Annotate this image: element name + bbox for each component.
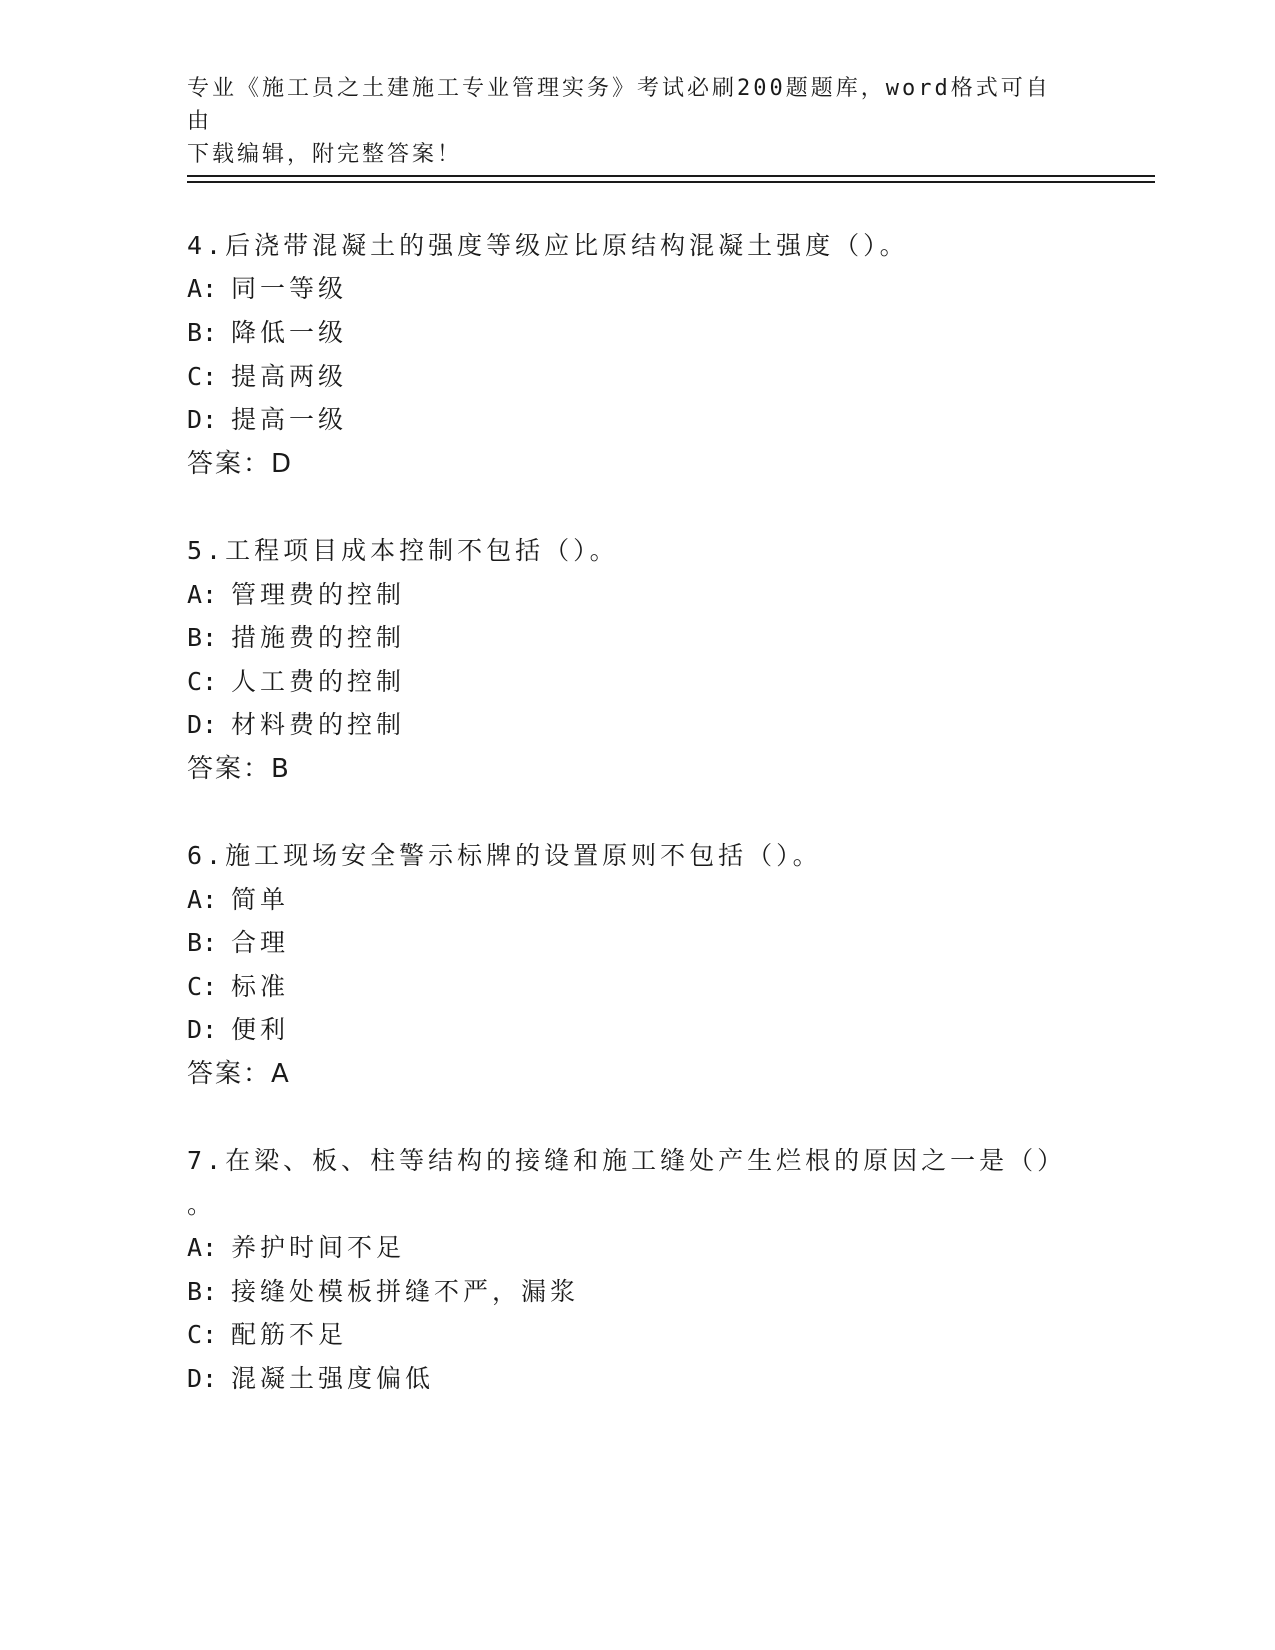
question-6-option-d: [187, 1014, 289, 1046]
question-7-option-a: [187, 1232, 405, 1264]
question-6-option-b: [187, 927, 289, 959]
question-6-answer: 答案：A: [187, 1059, 291, 1089]
option-text: 简单: [231, 885, 290, 914]
question-5-option-c: [187, 666, 405, 698]
option-text: 提高两级: [231, 362, 348, 391]
header-line-1: 专业《施工员之土建施工专业管理实务》考试必刷200题题库，word格式可自由: [187, 76, 1051, 134]
header-divider-top: [187, 175, 1155, 177]
question-4-option-c: [187, 361, 347, 393]
question-5-answer: 答案：B: [187, 754, 291, 784]
option-text: 标准: [231, 972, 290, 1001]
option-text: 混凝土强度偏低: [231, 1364, 435, 1393]
question-5-option-d: [187, 709, 405, 741]
question-7-option-b: [187, 1276, 579, 1308]
question-4-option-a: [187, 273, 347, 305]
option-text: 提高一级: [231, 405, 348, 434]
option-key: A:: [187, 1233, 218, 1262]
option-key: A:: [187, 885, 218, 914]
option-text: 同一等级: [231, 274, 348, 303]
option-key: D:: [187, 1364, 218, 1393]
question-5-stem: 5.工程项目成本控制不包括（）。: [187, 536, 619, 565]
question-4-stem: 4.后浇带混凝土的强度等级应比原结构混凝土强度（）。: [187, 231, 909, 260]
option-text: 管理费的控制: [231, 580, 406, 609]
question-7-option-c: [187, 1319, 347, 1351]
option-text: 接缝处模板拼缝不严，漏浆: [231, 1277, 580, 1306]
question-6-option-a: [187, 884, 289, 916]
option-text: 合理: [231, 928, 290, 957]
option-key: B:: [187, 318, 218, 347]
option-key: C:: [187, 972, 218, 1001]
option-key: A:: [187, 274, 218, 303]
option-key: C:: [187, 667, 218, 696]
question-7-stem: 7.在梁、板、柱等结构的接缝和施工缝处产生烂根的原因之一是（）: [187, 1146, 1067, 1175]
question-4-option-d: [187, 404, 347, 436]
option-key: D:: [187, 405, 218, 434]
question-7-option-d: [187, 1363, 434, 1395]
option-key: A:: [187, 580, 218, 609]
option-key: B:: [187, 623, 218, 652]
option-key: B:: [187, 928, 218, 957]
question-5-option-a: [187, 579, 405, 611]
question-6-option-c: [187, 971, 289, 1003]
option-key: C:: [187, 1320, 218, 1349]
option-key: C:: [187, 362, 218, 391]
question-5-option-b: [187, 622, 405, 654]
option-key: D:: [187, 1015, 218, 1044]
document-header: [187, 72, 1067, 171]
option-text: 人工费的控制: [231, 667, 406, 696]
option-text: 养护时间不足: [231, 1233, 406, 1262]
option-text: 措施费的控制: [231, 623, 406, 652]
header-divider-bottom: [187, 181, 1155, 183]
option-text: 降低一级: [231, 318, 348, 347]
option-key: D:: [187, 710, 218, 739]
question-6-stem: 6.施工现场安全警示标牌的设置原则不包括（）。: [187, 841, 822, 870]
question-7-stem-continued: 。: [187, 1190, 217, 1219]
option-key: B:: [187, 1277, 218, 1306]
option-text: 配筋不足: [231, 1320, 348, 1349]
header-line-2: 下载编辑，附完整答案！: [187, 142, 463, 167]
option-text: 材料费的控制: [231, 710, 406, 739]
question-4-option-b: [187, 317, 347, 349]
question-4-answer: 答案：D: [187, 449, 294, 479]
option-text: 便利: [231, 1015, 290, 1044]
